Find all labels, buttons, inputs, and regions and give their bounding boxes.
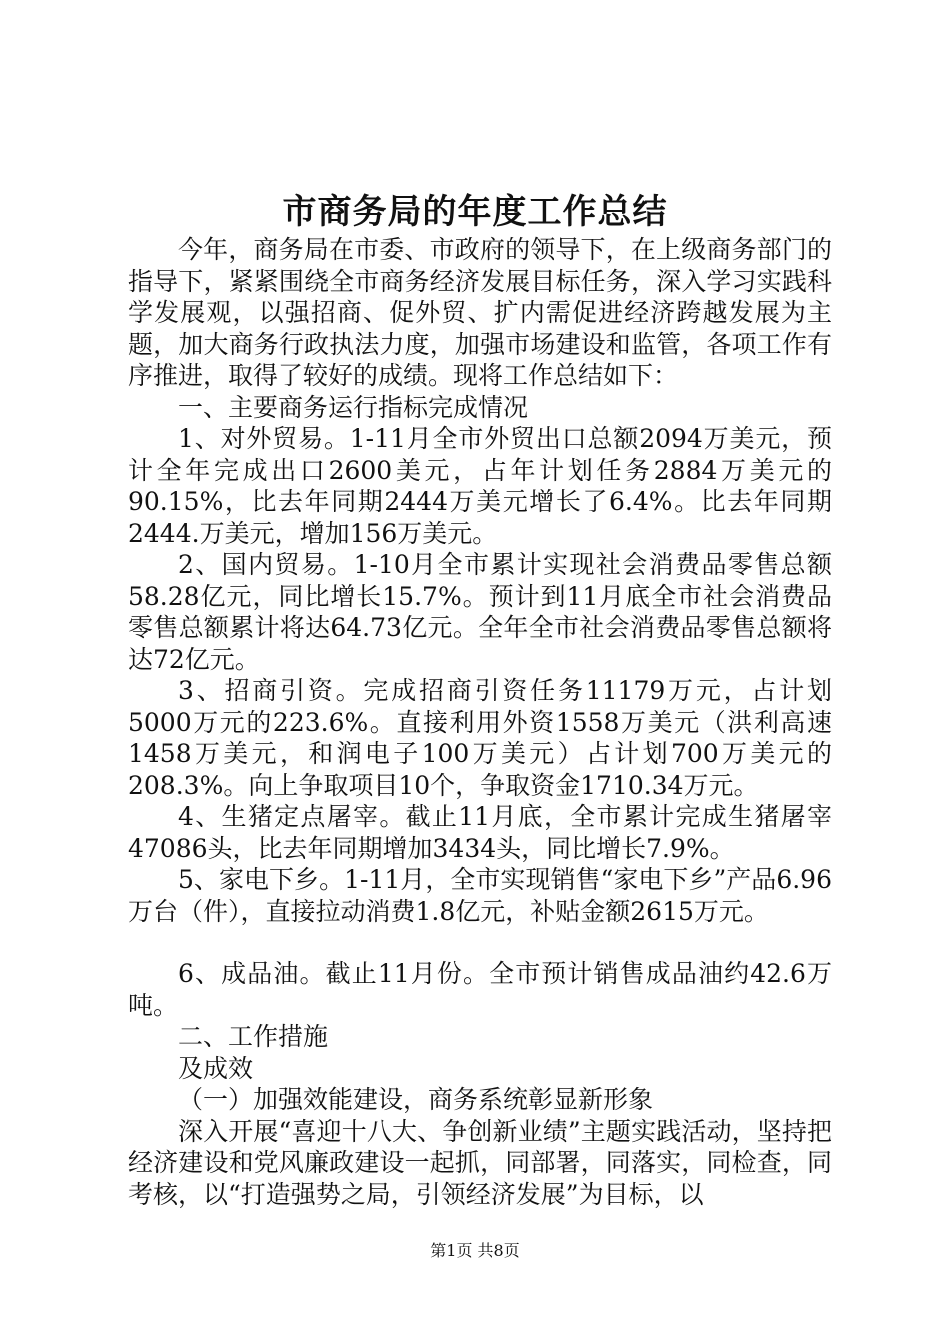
subsection-heading-1: （一）加强效能建设，商务系统彰显新形象 [178, 1085, 654, 1114]
section-heading-2-continued: 及成效 [178, 1053, 254, 1083]
page-footer: 第1页 共8页 [430, 1241, 520, 1260]
section-heading-2: 二、工作措施 [178, 1022, 329, 1051]
section-heading-1: 一、主要商务运行指标完成情况 [178, 392, 529, 422]
paragraph-domestic-trade: 2、国内贸易。1-10月全市累计实现社会消费品零售总额58.28亿元，同比增长15.7%。预计到11月底全市社会消费品零售总额累计将达64.73亿元。全年全市社会消费品零售总额将达72亿元。 [128, 550, 832, 674]
paragraph-oil: 6、成品油。截止11月份。全市预计销售成品油约42.6万吨。 [128, 959, 832, 1020]
paragraph-pig-slaughter: 4、生猪定点屠宰。截止11月底，全市累计完成生猪屠宰47086头，比去年同期增加3434头，同比增长7.9%。 [128, 802, 832, 863]
paragraph-investment: 3、招商引资。完成招商引资任务11179万元，占计划5000万元的223.6%。直接利用外资1558万美元（洪利高速1458万美元，和润电子100万美元）占计划700万美元的208.3%。向上争取项目10个，争取资金1710.34万元。 [128, 676, 832, 800]
paragraph-foreign-trade: 1、对外贸易。1-11月全市外贸出口总额2094万美元，预计全年完成出口2600美元，占年计划任务2884万美元的90.15%，比去年同期2444万美元增长了6.4%。比去年同期2444.万美元，增加156万美元。 [128, 424, 832, 548]
paragraph-appliances: 5、家电下乡。1-11月，全市实现销售“家电下乡”产品6.96万台（件），直接拉动消费1.8亿元，补贴金额2615万元。 [128, 865, 832, 926]
intro-paragraph: 今年，商务局在市委、市政府的领导下，在上级商务部门的指导下，紧紧围绕全市商务经济发展目标任务，深入学习实践科学发展观，以强招商、促外贸、扩内需促进经济跨越发展为主题，加大商务行政执法力度，加强市场建设和监管，各项工作有序推进，取得了较好的成绩。现将工作总结如下： [128, 235, 832, 390]
document-body [128, 234, 832, 1210]
document-title: 市商务局的年度工作总结 [282, 192, 668, 232]
paragraph-efficiency: 深入开展“喜迎十八大、争创新业绩”主题实践活动，坚持把经济建设和党风廉政建设一起抓，同部署，同落实，同检查，同考核，以“打造强势之局，引领经济发展”为目标，以 [128, 1116, 832, 1209]
